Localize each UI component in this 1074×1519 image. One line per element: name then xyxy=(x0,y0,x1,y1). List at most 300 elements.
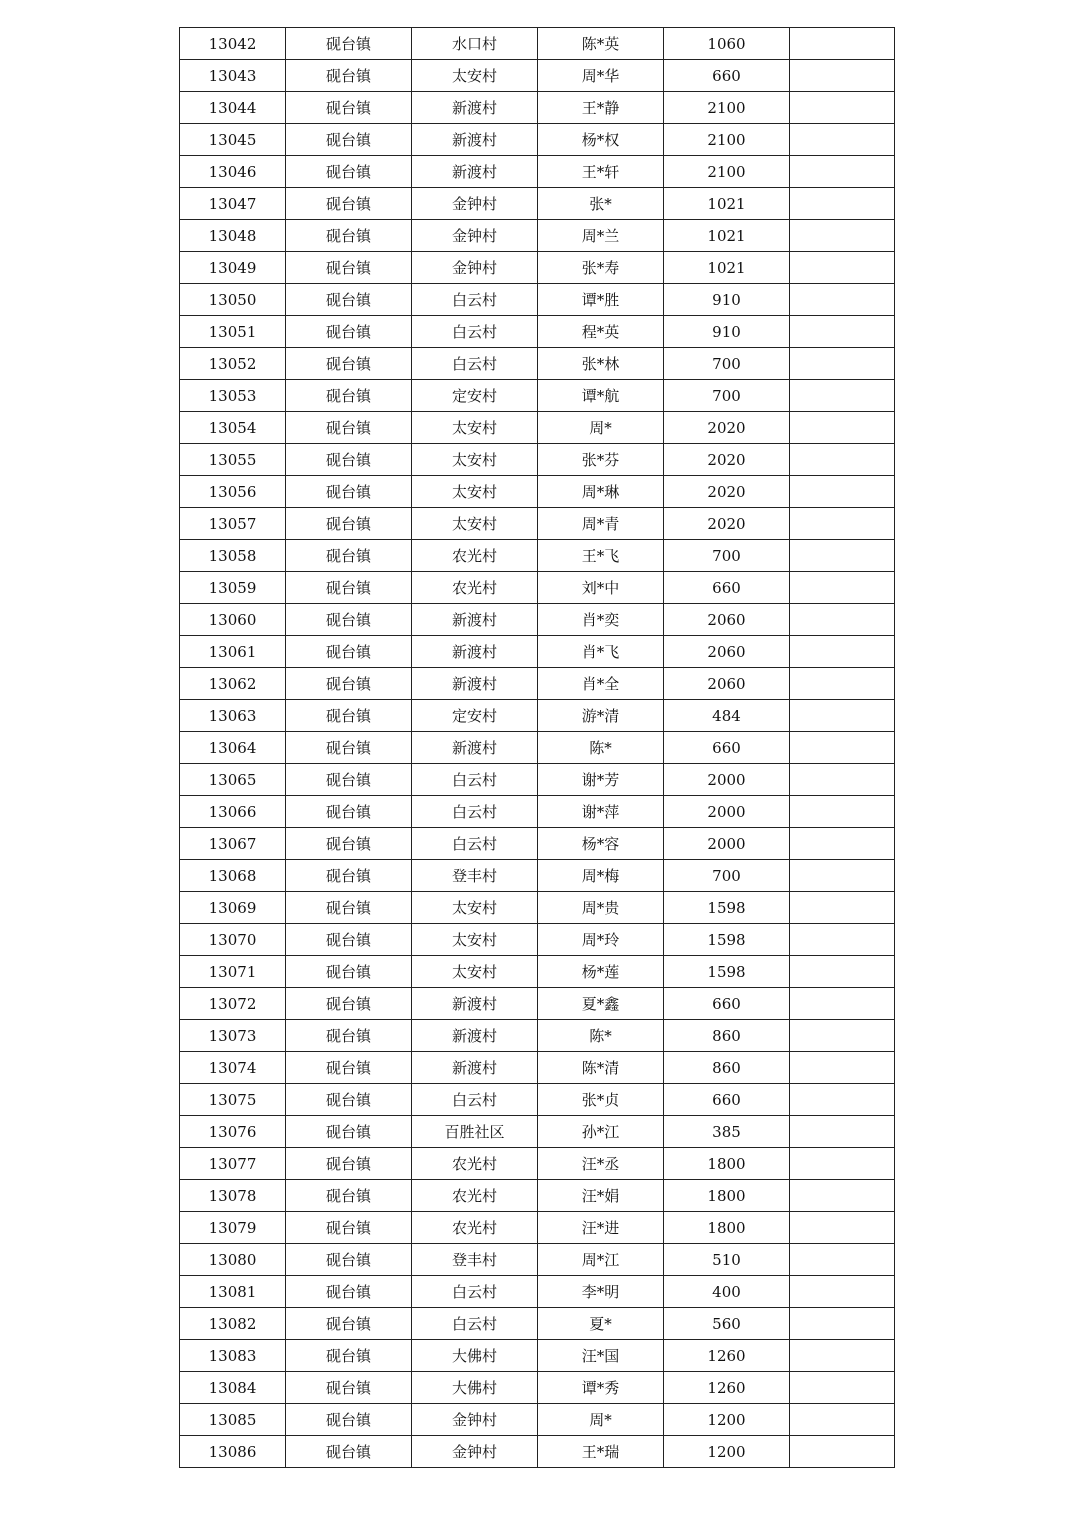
town-cell: 砚台镇 xyxy=(286,412,412,444)
amount-cell: 2100 xyxy=(664,92,790,124)
serial-cell: 13058 xyxy=(180,540,286,572)
town-cell: 砚台镇 xyxy=(286,252,412,284)
amount-cell: 2000 xyxy=(664,796,790,828)
village-cell: 太安村 xyxy=(412,924,538,956)
amount-cell: 1800 xyxy=(664,1180,790,1212)
village-cell: 金钟村 xyxy=(412,220,538,252)
table-row xyxy=(180,1372,895,1404)
serial-cell: 13059 xyxy=(180,572,286,604)
name-cell: 陈*清 xyxy=(538,1052,664,1084)
town-cell: 砚台镇 xyxy=(286,1212,412,1244)
amount-cell: 2020 xyxy=(664,444,790,476)
town-cell: 砚台镇 xyxy=(286,604,412,636)
town-cell: 砚台镇 xyxy=(286,1116,412,1148)
town-cell: 砚台镇 xyxy=(286,828,412,860)
note-cell xyxy=(790,1020,895,1052)
amount-cell: 700 xyxy=(664,348,790,380)
table-row xyxy=(180,252,895,284)
serial-cell: 13052 xyxy=(180,348,286,380)
village-cell: 金钟村 xyxy=(412,1436,538,1468)
name-cell: 张* xyxy=(538,188,664,220)
amount-cell: 560 xyxy=(664,1308,790,1340)
village-cell: 登丰村 xyxy=(412,860,538,892)
serial-cell: 13043 xyxy=(180,60,286,92)
serial-cell: 13055 xyxy=(180,444,286,476)
name-cell: 汪*进 xyxy=(538,1212,664,1244)
table-row xyxy=(180,956,895,988)
table-row xyxy=(180,380,895,412)
town-cell: 砚台镇 xyxy=(286,1372,412,1404)
amount-cell: 1598 xyxy=(664,956,790,988)
town-cell: 砚台镇 xyxy=(286,1340,412,1372)
table-row xyxy=(180,1340,895,1372)
village-cell: 太安村 xyxy=(412,60,538,92)
table-row xyxy=(180,284,895,316)
name-cell: 陈* xyxy=(538,1020,664,1052)
amount-cell: 1598 xyxy=(664,924,790,956)
serial-cell: 13050 xyxy=(180,284,286,316)
village-cell: 百胜社区 xyxy=(412,1116,538,1148)
amount-cell: 2000 xyxy=(664,828,790,860)
note-cell xyxy=(790,220,895,252)
amount-cell: 1200 xyxy=(664,1436,790,1468)
note-cell xyxy=(790,1084,895,1116)
serial-cell: 13049 xyxy=(180,252,286,284)
name-cell: 谭*航 xyxy=(538,380,664,412)
name-cell: 刘*中 xyxy=(538,572,664,604)
table-row xyxy=(180,764,895,796)
town-cell: 砚台镇 xyxy=(286,956,412,988)
serial-cell: 13071 xyxy=(180,956,286,988)
village-cell: 白云村 xyxy=(412,764,538,796)
town-cell: 砚台镇 xyxy=(286,1020,412,1052)
amount-cell: 660 xyxy=(664,732,790,764)
town-cell: 砚台镇 xyxy=(286,1084,412,1116)
town-cell: 砚台镇 xyxy=(286,476,412,508)
village-cell: 农光村 xyxy=(412,1148,538,1180)
town-cell: 砚台镇 xyxy=(286,572,412,604)
note-cell xyxy=(790,284,895,316)
serial-cell: 13042 xyxy=(180,28,286,60)
amount-cell: 1800 xyxy=(664,1212,790,1244)
note-cell xyxy=(790,988,895,1020)
table-row xyxy=(180,1404,895,1436)
village-cell: 太安村 xyxy=(412,508,538,540)
village-cell: 新渡村 xyxy=(412,1020,538,1052)
town-cell: 砚台镇 xyxy=(286,540,412,572)
serial-cell: 13070 xyxy=(180,924,286,956)
note-cell xyxy=(790,924,895,956)
table-row xyxy=(180,540,895,572)
table-row xyxy=(180,860,895,892)
name-cell: 陈* xyxy=(538,732,664,764)
town-cell: 砚台镇 xyxy=(286,28,412,60)
table-row xyxy=(180,412,895,444)
note-cell xyxy=(790,732,895,764)
table-body xyxy=(180,28,895,1468)
name-cell: 杨*莲 xyxy=(538,956,664,988)
note-cell xyxy=(790,1212,895,1244)
table-row xyxy=(180,1180,895,1212)
village-cell: 农光村 xyxy=(412,572,538,604)
amount-cell: 910 xyxy=(664,284,790,316)
serial-cell: 13056 xyxy=(180,476,286,508)
table-row xyxy=(180,700,895,732)
name-cell: 周*江 xyxy=(538,1244,664,1276)
note-cell xyxy=(790,124,895,156)
name-cell: 王*瑞 xyxy=(538,1436,664,1468)
note-cell xyxy=(790,1436,895,1468)
table-row xyxy=(180,156,895,188)
village-cell: 太安村 xyxy=(412,956,538,988)
amount-cell: 1200 xyxy=(664,1404,790,1436)
table-row xyxy=(180,1148,895,1180)
amount-cell: 860 xyxy=(664,1020,790,1052)
note-cell xyxy=(790,892,895,924)
village-cell: 新渡村 xyxy=(412,604,538,636)
note-cell xyxy=(790,1244,895,1276)
amount-cell: 2020 xyxy=(664,508,790,540)
table-row xyxy=(180,60,895,92)
table-row xyxy=(180,1436,895,1468)
town-cell: 砚台镇 xyxy=(286,1276,412,1308)
town-cell: 砚台镇 xyxy=(286,1148,412,1180)
amount-cell: 660 xyxy=(664,60,790,92)
name-cell: 程*英 xyxy=(538,316,664,348)
village-cell: 白云村 xyxy=(412,316,538,348)
village-cell: 新渡村 xyxy=(412,668,538,700)
table-row xyxy=(180,668,895,700)
name-cell: 周*贵 xyxy=(538,892,664,924)
amount-cell: 660 xyxy=(664,572,790,604)
town-cell: 砚台镇 xyxy=(286,316,412,348)
village-cell: 定安村 xyxy=(412,380,538,412)
village-cell: 太安村 xyxy=(412,476,538,508)
note-cell xyxy=(790,412,895,444)
name-cell: 周*兰 xyxy=(538,220,664,252)
table-row xyxy=(180,796,895,828)
village-cell: 白云村 xyxy=(412,828,538,860)
town-cell: 砚台镇 xyxy=(286,1052,412,1084)
town-cell: 砚台镇 xyxy=(286,636,412,668)
serial-cell: 13046 xyxy=(180,156,286,188)
name-cell: 孙*江 xyxy=(538,1116,664,1148)
town-cell: 砚台镇 xyxy=(286,988,412,1020)
serial-cell: 13047 xyxy=(180,188,286,220)
table-row xyxy=(180,1116,895,1148)
table-row xyxy=(180,92,895,124)
serial-cell: 13077 xyxy=(180,1148,286,1180)
village-cell: 新渡村 xyxy=(412,156,538,188)
name-cell: 谢*萍 xyxy=(538,796,664,828)
amount-cell: 2100 xyxy=(664,124,790,156)
amount-cell: 2060 xyxy=(664,668,790,700)
payment-table xyxy=(179,27,895,1468)
village-cell: 大佛村 xyxy=(412,1340,538,1372)
village-cell: 新渡村 xyxy=(412,636,538,668)
village-cell: 农光村 xyxy=(412,1212,538,1244)
note-cell xyxy=(790,700,895,732)
serial-cell: 13053 xyxy=(180,380,286,412)
amount-cell: 910 xyxy=(664,316,790,348)
table-row xyxy=(180,316,895,348)
name-cell: 周*青 xyxy=(538,508,664,540)
village-cell: 定安村 xyxy=(412,700,538,732)
note-cell xyxy=(790,508,895,540)
name-cell: 夏* xyxy=(538,1308,664,1340)
note-cell xyxy=(790,252,895,284)
serial-cell: 13076 xyxy=(180,1116,286,1148)
town-cell: 砚台镇 xyxy=(286,508,412,540)
amount-cell: 400 xyxy=(664,1276,790,1308)
town-cell: 砚台镇 xyxy=(286,220,412,252)
town-cell: 砚台镇 xyxy=(286,668,412,700)
name-cell: 张*芬 xyxy=(538,444,664,476)
serial-cell: 13064 xyxy=(180,732,286,764)
note-cell xyxy=(790,1180,895,1212)
table-row xyxy=(180,636,895,668)
name-cell: 张*寿 xyxy=(538,252,664,284)
note-cell xyxy=(790,348,895,380)
table-row xyxy=(180,892,895,924)
village-cell: 白云村 xyxy=(412,1084,538,1116)
name-cell: 王*轩 xyxy=(538,156,664,188)
name-cell: 周* xyxy=(538,1404,664,1436)
note-cell xyxy=(790,380,895,412)
amount-cell: 1021 xyxy=(664,220,790,252)
name-cell: 周* xyxy=(538,412,664,444)
serial-cell: 13074 xyxy=(180,1052,286,1084)
amount-cell: 2020 xyxy=(664,412,790,444)
name-cell: 杨*容 xyxy=(538,828,664,860)
table-row xyxy=(180,1308,895,1340)
amount-cell: 385 xyxy=(664,1116,790,1148)
name-cell: 肖*飞 xyxy=(538,636,664,668)
note-cell xyxy=(790,1372,895,1404)
serial-cell: 13066 xyxy=(180,796,286,828)
serial-cell: 13080 xyxy=(180,1244,286,1276)
table-row xyxy=(180,572,895,604)
note-cell xyxy=(790,28,895,60)
name-cell: 谢*芳 xyxy=(538,764,664,796)
town-cell: 砚台镇 xyxy=(286,348,412,380)
amount-cell: 700 xyxy=(664,540,790,572)
note-cell xyxy=(790,1340,895,1372)
serial-cell: 13078 xyxy=(180,1180,286,1212)
serial-cell: 13068 xyxy=(180,860,286,892)
serial-cell: 13069 xyxy=(180,892,286,924)
name-cell: 汪*丞 xyxy=(538,1148,664,1180)
name-cell: 王*飞 xyxy=(538,540,664,572)
note-cell xyxy=(790,156,895,188)
amount-cell: 2100 xyxy=(664,156,790,188)
serial-cell: 13086 xyxy=(180,1436,286,1468)
village-cell: 白云村 xyxy=(412,284,538,316)
note-cell xyxy=(790,1148,895,1180)
note-cell xyxy=(790,188,895,220)
amount-cell: 1260 xyxy=(664,1340,790,1372)
table-row xyxy=(180,1276,895,1308)
serial-cell: 13060 xyxy=(180,604,286,636)
amount-cell: 2060 xyxy=(664,604,790,636)
name-cell: 周*梅 xyxy=(538,860,664,892)
serial-cell: 13067 xyxy=(180,828,286,860)
amount-cell: 1060 xyxy=(664,28,790,60)
village-cell: 大佛村 xyxy=(412,1372,538,1404)
amount-cell: 484 xyxy=(664,700,790,732)
serial-cell: 13048 xyxy=(180,220,286,252)
town-cell: 砚台镇 xyxy=(286,444,412,476)
town-cell: 砚台镇 xyxy=(286,380,412,412)
serial-cell: 13082 xyxy=(180,1308,286,1340)
town-cell: 砚台镇 xyxy=(286,892,412,924)
name-cell: 周*琳 xyxy=(538,476,664,508)
name-cell: 张*贞 xyxy=(538,1084,664,1116)
village-cell: 太安村 xyxy=(412,412,538,444)
name-cell: 汪*国 xyxy=(538,1340,664,1372)
serial-cell: 13045 xyxy=(180,124,286,156)
village-cell: 水口村 xyxy=(412,28,538,60)
town-cell: 砚台镇 xyxy=(286,60,412,92)
village-cell: 金钟村 xyxy=(412,188,538,220)
table-row xyxy=(180,220,895,252)
amount-cell: 700 xyxy=(664,380,790,412)
note-cell xyxy=(790,764,895,796)
table-row xyxy=(180,28,895,60)
name-cell: 夏*鑫 xyxy=(538,988,664,1020)
table-row xyxy=(180,1212,895,1244)
table-row xyxy=(180,732,895,764)
village-cell: 白云村 xyxy=(412,348,538,380)
serial-cell: 13079 xyxy=(180,1212,286,1244)
town-cell: 砚台镇 xyxy=(286,924,412,956)
serial-cell: 13072 xyxy=(180,988,286,1020)
village-cell: 太安村 xyxy=(412,444,538,476)
serial-cell: 13057 xyxy=(180,508,286,540)
note-cell xyxy=(790,316,895,348)
table-row xyxy=(180,476,895,508)
town-cell: 砚台镇 xyxy=(286,92,412,124)
serial-cell: 13083 xyxy=(180,1340,286,1372)
village-cell: 新渡村 xyxy=(412,92,538,124)
note-cell xyxy=(790,668,895,700)
note-cell xyxy=(790,92,895,124)
amount-cell: 660 xyxy=(664,1084,790,1116)
serial-cell: 13062 xyxy=(180,668,286,700)
note-cell xyxy=(790,1308,895,1340)
village-cell: 白云村 xyxy=(412,1308,538,1340)
name-cell: 王*静 xyxy=(538,92,664,124)
note-cell xyxy=(790,1116,895,1148)
serial-cell: 13085 xyxy=(180,1404,286,1436)
amount-cell: 1021 xyxy=(664,188,790,220)
note-cell xyxy=(790,540,895,572)
name-cell: 肖*全 xyxy=(538,668,664,700)
table-row xyxy=(180,1020,895,1052)
note-cell xyxy=(790,60,895,92)
village-cell: 新渡村 xyxy=(412,1052,538,1084)
village-cell: 太安村 xyxy=(412,892,538,924)
town-cell: 砚台镇 xyxy=(286,124,412,156)
village-cell: 农光村 xyxy=(412,540,538,572)
name-cell: 李*明 xyxy=(538,1276,664,1308)
name-cell: 游*清 xyxy=(538,700,664,732)
note-cell xyxy=(790,1052,895,1084)
name-cell: 张*林 xyxy=(538,348,664,380)
town-cell: 砚台镇 xyxy=(286,156,412,188)
name-cell: 谭*胜 xyxy=(538,284,664,316)
amount-cell: 1260 xyxy=(664,1372,790,1404)
table-row xyxy=(180,188,895,220)
note-cell xyxy=(790,796,895,828)
amount-cell: 1800 xyxy=(664,1148,790,1180)
table-row xyxy=(180,924,895,956)
name-cell: 汪*娟 xyxy=(538,1180,664,1212)
amount-cell: 1598 xyxy=(664,892,790,924)
serial-cell: 13073 xyxy=(180,1020,286,1052)
serial-cell: 13063 xyxy=(180,700,286,732)
amount-cell: 2020 xyxy=(664,476,790,508)
town-cell: 砚台镇 xyxy=(286,284,412,316)
note-cell xyxy=(790,1404,895,1436)
amount-cell: 2000 xyxy=(664,764,790,796)
note-cell xyxy=(790,636,895,668)
village-cell: 农光村 xyxy=(412,1180,538,1212)
serial-cell: 13054 xyxy=(180,412,286,444)
note-cell xyxy=(790,956,895,988)
table-row xyxy=(180,1052,895,1084)
table-row xyxy=(180,124,895,156)
serial-cell: 13075 xyxy=(180,1084,286,1116)
amount-cell: 860 xyxy=(664,1052,790,1084)
serial-cell: 13065 xyxy=(180,764,286,796)
amount-cell: 660 xyxy=(664,988,790,1020)
village-cell: 白云村 xyxy=(412,1276,538,1308)
town-cell: 砚台镇 xyxy=(286,1436,412,1468)
town-cell: 砚台镇 xyxy=(286,1180,412,1212)
note-cell xyxy=(790,860,895,892)
village-cell: 登丰村 xyxy=(412,1244,538,1276)
name-cell: 周*玲 xyxy=(538,924,664,956)
village-cell: 新渡村 xyxy=(412,732,538,764)
town-cell: 砚台镇 xyxy=(286,1308,412,1340)
town-cell: 砚台镇 xyxy=(286,188,412,220)
table-row xyxy=(180,1244,895,1276)
town-cell: 砚台镇 xyxy=(286,732,412,764)
town-cell: 砚台镇 xyxy=(286,796,412,828)
serial-cell: 13061 xyxy=(180,636,286,668)
town-cell: 砚台镇 xyxy=(286,764,412,796)
note-cell xyxy=(790,476,895,508)
name-cell: 周*华 xyxy=(538,60,664,92)
note-cell xyxy=(790,572,895,604)
town-cell: 砚台镇 xyxy=(286,1404,412,1436)
town-cell: 砚台镇 xyxy=(286,1244,412,1276)
note-cell xyxy=(790,604,895,636)
amount-cell: 700 xyxy=(664,860,790,892)
table-row xyxy=(180,988,895,1020)
note-cell xyxy=(790,444,895,476)
serial-cell: 13081 xyxy=(180,1276,286,1308)
serial-cell: 13084 xyxy=(180,1372,286,1404)
note-cell xyxy=(790,828,895,860)
table-row xyxy=(180,348,895,380)
table-row xyxy=(180,508,895,540)
serial-cell: 13044 xyxy=(180,92,286,124)
name-cell: 陈*英 xyxy=(538,28,664,60)
town-cell: 砚台镇 xyxy=(286,860,412,892)
village-cell: 新渡村 xyxy=(412,988,538,1020)
